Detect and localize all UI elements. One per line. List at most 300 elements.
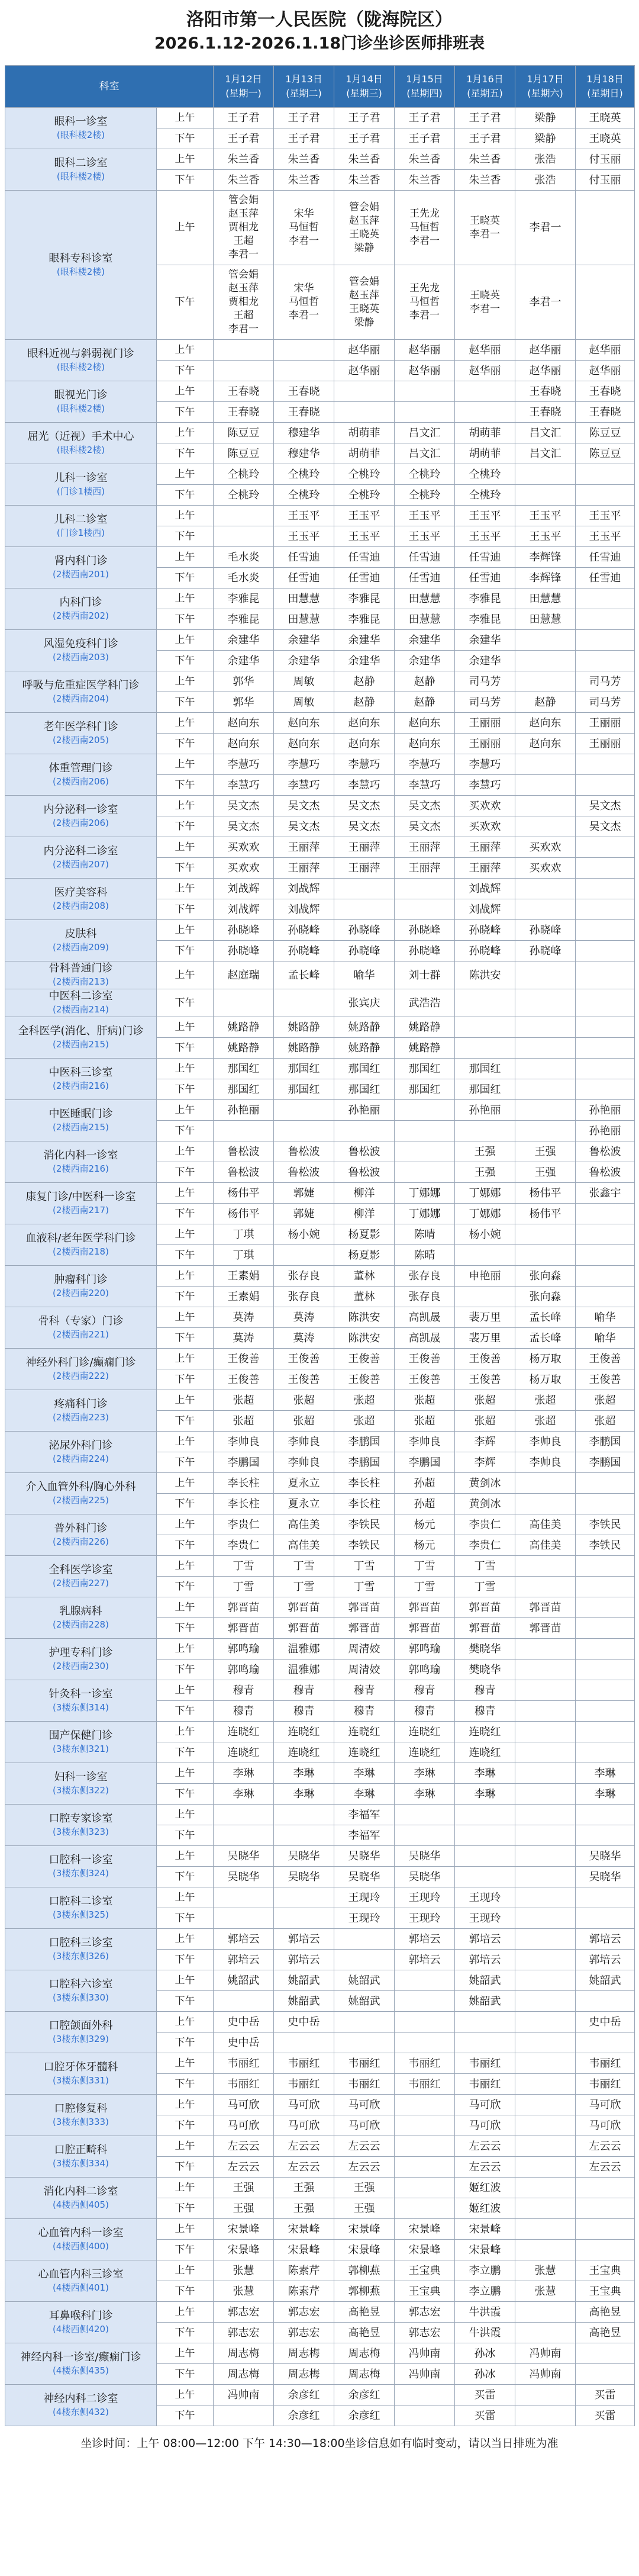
department-location: (2楼西南206) (53, 817, 109, 828)
doctor-cell: 赵静 (515, 692, 576, 713)
department-cell (5, 1680, 157, 1722)
doctor-cell: 郭志宏 (214, 2323, 274, 2343)
period-cell: 上午 (157, 2053, 214, 2074)
department-cell (5, 108, 157, 149)
doctor-cell: 李鹏国 (334, 1432, 395, 1452)
doctor-cell (395, 381, 455, 402)
doctor-cell: 李琳 (274, 1784, 334, 1805)
doctor-cell (334, 899, 395, 920)
department-cell (5, 1887, 157, 1929)
doctor-cell: 胡萌菲 (334, 423, 395, 443)
doctor-cell: 郭鸣瑜 (214, 1660, 274, 1680)
doctor-cell: 韦丽红 (455, 2074, 515, 2095)
doctor-cell: 丁娜娜 (455, 1204, 515, 1224)
table-row (5, 1141, 635, 1162)
doctor-cell (515, 2095, 576, 2115)
day-date: 1月17日 (527, 73, 564, 85)
doctor-cell: 鲁松波 (334, 1162, 395, 1183)
doctor-cell: 郭华 (214, 671, 274, 692)
doctor-cell: 连晓红 (334, 1742, 395, 1763)
table-row (5, 961, 635, 989)
doctor-cell: 朱兰香 (334, 149, 395, 170)
table-row (5, 1224, 635, 1245)
department-cell (5, 1307, 157, 1349)
doctor-cell: 张超 (274, 1411, 334, 1432)
doctor-cell: 王俊善 (274, 1369, 334, 1390)
period-cell: 下午 (157, 1701, 214, 1722)
hospital-title: 洛阳市第一人民医院（陇海院区） (186, 9, 453, 30)
doctor-cell: 任雪迪 (334, 547, 395, 568)
department-cell (5, 506, 157, 547)
day-date: 1月15日 (406, 73, 443, 85)
department-cell (5, 1597, 157, 1639)
department-location: (2楼西南215) (53, 1121, 109, 1133)
doctor-cell: 高佳美 (274, 1514, 334, 1535)
doctor-cell: 张超 (395, 1390, 455, 1411)
doctor-cell: 莫涛 (214, 1328, 274, 1349)
doctor-cell: 吕文汇 (395, 443, 455, 464)
doctor-cell: 李慧巧 (455, 754, 515, 775)
doctor-cell (515, 1639, 576, 1660)
doctor-cell (515, 2198, 576, 2219)
department-cell (5, 464, 157, 506)
period-cell: 下午 (157, 1369, 214, 1390)
period-cell: 上午 (157, 2219, 214, 2240)
department-name: 消化内科二诊室 (43, 2185, 118, 2198)
doctor-cell: 姚韶武 (576, 1970, 635, 1991)
clinic-hours-note: 坐诊时间：上午 08:00—12:00 下午 14:30—18:00坐诊信息如有临时变动，请以当日排班为准 (80, 2437, 559, 2450)
department-location: (2楼西南207) (53, 858, 109, 870)
doctor-cell (274, 1887, 334, 1908)
doctor-cell: 仝桃玲 (274, 464, 334, 485)
department-name: 骨科普通门诊 (49, 962, 113, 975)
doctor-cell: 司马芳 (576, 692, 635, 713)
department-name: 风湿免疫科门诊 (43, 637, 118, 650)
doctor-cell: 张超 (274, 1390, 334, 1411)
period-cell: 下午 (157, 2240, 214, 2260)
department-name: 内分泌科一诊室 (43, 803, 118, 816)
day-header (395, 66, 455, 108)
department-location: (2楼西南227) (53, 1577, 109, 1588)
doctor-cell (515, 1556, 576, 1577)
doctor-cell: 姚路静 (274, 1038, 334, 1059)
department-cell (5, 340, 157, 381)
doctor-cell: 王丽萍 (455, 858, 515, 879)
department-name: 眼科二诊室 (54, 156, 108, 169)
doctor-cell (515, 2033, 576, 2053)
doctor-cell: 郭培云 (214, 1929, 274, 1950)
period-cell: 上午 (157, 1017, 214, 1038)
doctor-cell: 陈素芹 (274, 2260, 334, 2281)
doctor-cell: 吴文杰 (395, 816, 455, 837)
doctor-cell: 李琳 (455, 1784, 515, 1805)
period-cell: 下午 (157, 1494, 214, 1514)
doctor-cell: 吕文汇 (515, 443, 576, 464)
doctor-cell: 郭婕 (274, 1204, 334, 1224)
doctor-cell: 李雅昆 (455, 609, 515, 630)
day-header (515, 66, 576, 108)
doctor-cell: 李慧巧 (334, 775, 395, 796)
department-cell (5, 1639, 157, 1680)
department-name: 呼吸与危重症医学科门诊 (22, 678, 140, 692)
doctor-cell: 王丽萍 (274, 837, 334, 858)
doctor-cell (515, 2053, 576, 2074)
department-location: (2楼西南223) (53, 1411, 109, 1423)
doctor-cell (334, 2033, 395, 2053)
doctor-cell (576, 1908, 635, 1929)
doctor-cell (576, 1577, 635, 1597)
doctor-cell: 张超 (455, 1390, 515, 1411)
doctor-cell: 余建华 (395, 630, 455, 651)
table-row (5, 1722, 635, 1742)
department-name: 乳腺病科 (59, 1604, 102, 1617)
doctor-cell: 姚路静 (395, 1038, 455, 1059)
doctor-cell: 李琳 (576, 1763, 635, 1784)
doctor-cell: 吴晓华 (274, 1846, 334, 1867)
doctor-cell: 陈豆豆 (214, 423, 274, 443)
doctor-cell: 马可欣 (274, 2095, 334, 2115)
department-location: (2楼西南225) (53, 1494, 109, 1506)
doctor-cell (576, 2364, 635, 2385)
table-row (5, 1390, 635, 1411)
doctor-cell: 丁雪 (395, 1556, 455, 1577)
doctor-cell: 丁雪 (334, 1556, 395, 1577)
department-location: (4楼西侧400) (53, 2240, 109, 2252)
doctor-cell: 韦丽红 (576, 2053, 635, 2074)
doctor-cell: 宋景峰 (455, 2240, 515, 2260)
department-cell (5, 1473, 157, 1514)
doctor-cell: 张浩 (515, 149, 576, 170)
doctor-cell: 王子君 (214, 108, 274, 128)
day-date: 1月18日 (586, 73, 624, 85)
department-cell (5, 2302, 157, 2343)
doctor-cell: 郭鸣瑜 (395, 1639, 455, 1660)
doctor-cell: 李福军 (334, 1805, 395, 1825)
department-name: 肾内科门诊 (54, 554, 108, 567)
doctor-cell: 韦丽红 (274, 2074, 334, 2095)
doctor-cell (576, 2219, 635, 2240)
department-location: (眼科楼2楼) (56, 266, 105, 277)
period-cell: 下午 (157, 858, 214, 879)
doctor-cell: 王子君 (334, 108, 395, 128)
period-cell: 下午 (157, 1867, 214, 1887)
doctor-cell: 郭培云 (274, 1950, 334, 1970)
doctor-cell: 赵向东 (334, 734, 395, 754)
doctor-cell: 郭晋苗 (395, 1618, 455, 1639)
doctor-cell: 孙艳丽 (455, 1100, 515, 1121)
period-cell: 上午 (157, 1473, 214, 1494)
department-location: (2楼西南209) (53, 941, 109, 953)
doctor-cell (576, 1825, 635, 1846)
department-name: 肿瘤科门诊 (54, 1273, 108, 1286)
doctor-cell: 李帅良 (515, 1432, 576, 1452)
doctor-cell: 李福军 (334, 1825, 395, 1846)
department-location: (眼科楼2楼) (56, 444, 105, 455)
table-row (5, 2053, 635, 2074)
doctor-cell: 仝桃玲 (214, 464, 274, 485)
table-row (5, 837, 635, 858)
department-location: (2楼西南220) (53, 1287, 109, 1298)
doctor-cell: 穆青 (274, 1701, 334, 1722)
doctor-cell (576, 1245, 635, 1266)
doctor-cell: 王丽萍 (274, 858, 334, 879)
doctor-cell (395, 2178, 455, 2198)
doctor-cell (515, 1701, 576, 1722)
doctor-cell: 王玉平 (576, 506, 635, 526)
doctor-cell: 李琳 (214, 1784, 274, 1805)
doctor-cell: 田慧慧 (274, 588, 334, 609)
doctor-cell: 孙艳丽 (334, 1100, 395, 1121)
doctor-cell: 连晓红 (274, 1722, 334, 1742)
doctor-cell: 高佳美 (515, 1514, 576, 1535)
department-location: (4楼东侧435) (53, 2365, 109, 2376)
table-row (5, 2385, 635, 2405)
doctor-cell: 赵向东 (274, 713, 334, 734)
period-cell: 上午 (157, 1141, 214, 1162)
table-row (5, 1514, 635, 1535)
department-cell (5, 1556, 157, 1597)
day-weekday: (星期六) (527, 88, 563, 99)
doctor-cell: 刘战辉 (455, 899, 515, 920)
table-row (5, 2178, 635, 2198)
doctor-cell: 穆青 (395, 1680, 455, 1701)
department-cell (5, 1514, 157, 1556)
doctor-cell: 毛水炎 (214, 568, 274, 588)
doctor-cell (395, 2136, 455, 2157)
department-location: (3楼东侧329) (53, 2033, 109, 2044)
doctor-cell: 连晓红 (334, 1722, 395, 1742)
doctor-cell: 李鹏国 (214, 1452, 274, 1473)
table-row (5, 2012, 635, 2033)
table-row (5, 588, 635, 609)
table-row (5, 754, 635, 775)
doctor-cell: 郭晋苗 (334, 1597, 395, 1618)
doctor-cell: 姬红波 (455, 2198, 515, 2219)
doctor-cell: 王宝典 (395, 2260, 455, 2281)
doctor-cell: 高艳昱 (334, 2302, 395, 2323)
department-location: (3楼东侧321) (53, 1743, 109, 1754)
doctor-cell (214, 340, 274, 361)
department-cell (5, 1846, 157, 1887)
doctor-cell: 王宝典 (576, 2281, 635, 2302)
doctor-cell (515, 1059, 576, 1079)
period-cell: 上午 (157, 713, 214, 734)
period-cell: 上午 (157, 1556, 214, 1577)
doctor-cell (515, 464, 576, 485)
doctor-cell: 王丽丽 (576, 734, 635, 754)
doctor-cell: 姚韶武 (274, 1970, 334, 1991)
doctor-cell: 王俊善 (395, 1349, 455, 1369)
doctor-cell: 左云云 (455, 2157, 515, 2178)
doctor-cell: 郭志宏 (214, 2302, 274, 2323)
doctor-cell: 刘战辉 (214, 899, 274, 920)
doctor-cell: 赵华丽 (334, 340, 395, 361)
doctor-cell: 穆建华 (274, 443, 334, 464)
department-name: 口腔正畸科 (54, 2143, 108, 2156)
department-name: 内科门诊 (59, 596, 102, 609)
doctor-cell: 孙艳丽 (576, 1100, 635, 1121)
period-cell: 下午 (157, 1411, 214, 1432)
doctor-cell: 姚路静 (334, 1038, 395, 1059)
doctor-cell: 吴文杰 (576, 816, 635, 837)
doctor-cell: 管会娟 赵玉萍 王晓英 梁静 (334, 265, 395, 340)
doctor-cell: 任雪迪 (395, 568, 455, 588)
doctor-cell: 马可欣 (214, 2115, 274, 2136)
department-name: 全科医学诊室 (49, 1563, 113, 1576)
period-cell: 下午 (157, 651, 214, 671)
doctor-cell: 仝桃玲 (395, 485, 455, 506)
table-row (5, 464, 635, 485)
department-name: 全科医学(消化、肝病)门诊 (18, 1024, 144, 1037)
doctor-cell: 赵华丽 (455, 340, 515, 361)
schedule-subtitle: 2026.1.12-2026.1.18门诊坐诊医师排班表 (154, 34, 485, 53)
doctor-cell: 那国红 (214, 1079, 274, 1100)
doctor-cell: 周志梅 (334, 2343, 395, 2364)
doctor-cell: 柳洋 (334, 1183, 395, 1204)
department-cell (5, 588, 157, 630)
doctor-cell (576, 1639, 635, 1660)
department-location: (眼科楼2楼) (56, 129, 105, 140)
period-cell: 下午 (157, 568, 214, 588)
doctor-cell (455, 1287, 515, 1307)
doctor-cell: 陈豆豆 (214, 443, 274, 464)
day-header (455, 66, 515, 108)
doctor-cell: 姚路静 (334, 1017, 395, 1038)
department-cell (5, 547, 157, 588)
doctor-cell: 吴文杰 (274, 816, 334, 837)
doctor-cell: 高凯晟 (395, 1307, 455, 1328)
doctor-cell: 张存良 (395, 1287, 455, 1307)
doctor-cell (515, 1991, 576, 2012)
department-name: 消化内科一诊室 (43, 1149, 118, 1162)
doctor-cell: 郭婕 (274, 1183, 334, 1204)
doctor-cell (515, 651, 576, 671)
doctor-cell: 赵华丽 (455, 361, 515, 381)
table-row (5, 671, 635, 692)
department-cell (5, 1183, 157, 1224)
doctor-cell: 陈洪安 (334, 1307, 395, 1328)
table-row (5, 2302, 635, 2323)
department-location: (门诊1楼西) (56, 485, 105, 497)
doctor-cell: 郭晋苗 (274, 1597, 334, 1618)
doctor-cell: 王现玲 (334, 1908, 395, 1929)
schedule-body (5, 108, 635, 2426)
table-row (5, 340, 635, 361)
doctor-cell: 田慧慧 (395, 609, 455, 630)
table-row (5, 2219, 635, 2240)
doctor-cell (515, 1929, 576, 1950)
table-row (5, 1432, 635, 1452)
period-cell: 下午 (157, 1742, 214, 1763)
doctor-cell (576, 1680, 635, 1701)
period-cell: 上午 (157, 1597, 214, 1618)
table-row (5, 1307, 635, 1328)
doctor-cell (515, 1742, 576, 1763)
period-cell: 下午 (157, 2074, 214, 2095)
doctor-cell (515, 2302, 576, 2323)
doctor-cell (515, 1846, 576, 1867)
doctor-cell: 丁雪 (334, 1577, 395, 1597)
doctor-cell (395, 2198, 455, 2219)
doctor-cell: 孙晓峰 (515, 941, 576, 961)
table-row (5, 2260, 635, 2281)
doctor-cell: 李贵仁 (214, 1535, 274, 1556)
doctor-cell (274, 1100, 334, 1121)
doctor-cell: 周清姣 (334, 1660, 395, 1680)
doctor-cell: 张存良 (395, 1266, 455, 1287)
doctor-cell: 穆青 (274, 1680, 334, 1701)
period-cell: 上午 (157, 2095, 214, 2115)
doctor-cell: 买欢欢 (455, 796, 515, 816)
department-location: (2楼西南203) (53, 651, 109, 663)
doctor-cell: 宋景峰 (395, 2219, 455, 2240)
doctor-cell: 赵向东 (515, 734, 576, 754)
doctor-cell: 左云云 (214, 2157, 274, 2178)
doctor-cell: 买欢欢 (214, 858, 274, 879)
doctor-cell (576, 1079, 635, 1100)
doctor-cell: 王素娟 (214, 1266, 274, 1287)
period-cell: 上午 (157, 1763, 214, 1784)
doctor-cell: 郭晋苗 (214, 1597, 274, 1618)
department-name: 护理专科门诊 (49, 1646, 113, 1659)
doctor-cell (515, 1494, 576, 1514)
doctor-cell: 姚路静 (395, 1017, 455, 1038)
period-cell: 下午 (157, 1991, 214, 2012)
department-cell (5, 754, 157, 796)
department-cell (5, 2095, 157, 2136)
doctor-cell: 宋景峰 (274, 2219, 334, 2240)
doctor-cell: 韦丽红 (395, 2074, 455, 2095)
header-row (5, 66, 635, 108)
doctor-cell (515, 2178, 576, 2198)
period-cell: 上午 (157, 108, 214, 128)
doctor-cell: 管会娟 赵玉萍 贾相龙 王超 李君一 (214, 191, 274, 265)
day-date: 1月13日 (285, 73, 322, 85)
doctor-cell: 余建华 (395, 651, 455, 671)
department-cell (5, 1100, 157, 1141)
doctor-cell: 高佳美 (274, 1535, 334, 1556)
doctor-cell (515, 899, 576, 920)
doctor-cell: 杨元 (395, 1514, 455, 1535)
doctor-cell: 朱兰香 (214, 149, 274, 170)
department-location: (3楼东侧325) (53, 1909, 109, 1920)
doctor-cell (214, 1825, 274, 1846)
doctor-cell: 吴文杰 (334, 816, 395, 837)
doctor-cell: 韦丽红 (455, 2053, 515, 2074)
doctor-cell: 赵华丽 (515, 340, 576, 361)
doctor-cell (395, 2095, 455, 2115)
doctor-cell: 王子君 (334, 128, 395, 149)
period-cell: 上午 (157, 1846, 214, 1867)
doctor-cell: 高佳美 (515, 1535, 576, 1556)
period-cell: 上午 (157, 1059, 214, 1079)
doctor-cell: 王丽萍 (334, 858, 395, 879)
doctor-cell: 李慧巧 (455, 775, 515, 796)
doctor-cell (576, 1618, 635, 1639)
department-location: (3楼东侧322) (53, 1784, 109, 1796)
doctor-cell: 王强 (274, 2178, 334, 2198)
department-name: 体重管理门诊 (49, 761, 113, 774)
department-name: 眼科专科诊室 (49, 252, 113, 265)
doctor-cell: 连晓红 (395, 1722, 455, 1742)
doctor-cell: 王春晓 (214, 402, 274, 423)
doctor-cell (515, 2323, 576, 2343)
department-location: (2楼西南204) (53, 693, 109, 704)
doctor-cell: 裴万里 (455, 1328, 515, 1349)
doctor-cell: 李长柱 (334, 1494, 395, 1514)
doctor-cell: 那国红 (395, 1059, 455, 1079)
doctor-cell (334, 879, 395, 899)
